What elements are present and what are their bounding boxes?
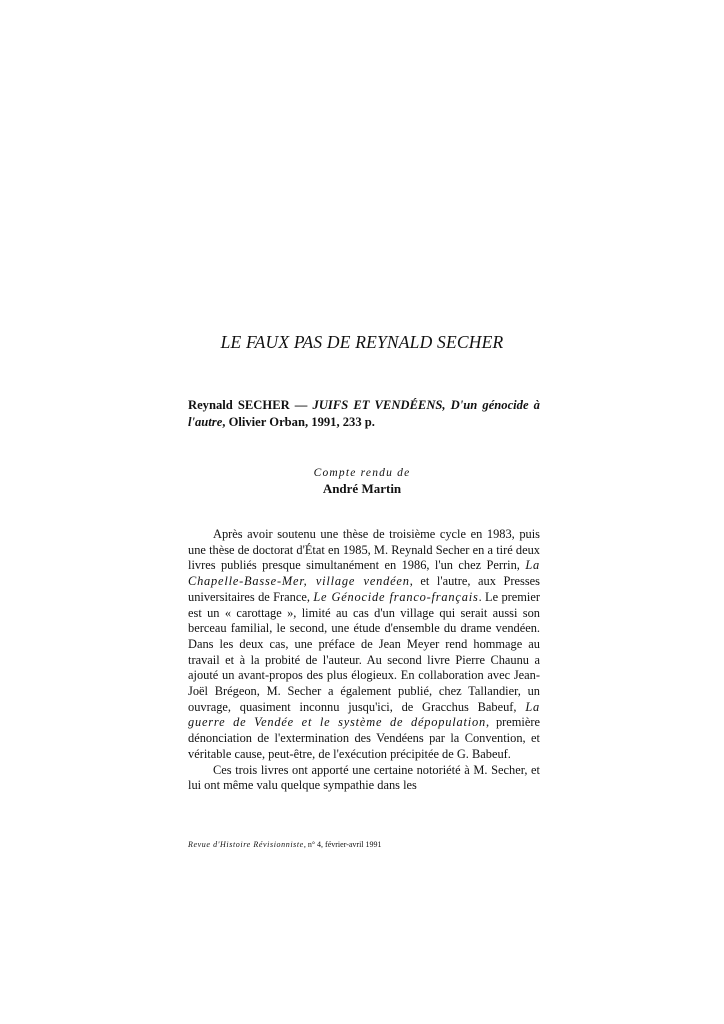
book-title-genocide: Le Génocide franco-français <box>313 589 479 604</box>
paragraph-1-text-1: Après avoir soutenu une thèse de troisième cycle en 1983, puis une thèse de doctorat d'État en 1985, M. Reynald Secher en a tiré deux livres publiés presque simultanément en 1986, l'un chez Perrin, <box>188 527 540 573</box>
review-byline <box>0 466 724 497</box>
paragraph-1-text-4: , première dénonciation de l'extermination des Vendéens par la Convention, et véritable cause, peut-être, de l'exécution précipitée de G. Babeuf. <box>188 715 540 761</box>
review-author: André Martin <box>322 481 402 496</box>
footer-issue: , n° 4, février-avril 1991 <box>303 840 382 849</box>
article-title: LE FAUX PAS DE REYNALD SECHER <box>220 332 504 352</box>
reference-author: Reynald SECHER — <box>188 398 313 412</box>
book-reference <box>188 397 540 431</box>
paragraph-2: Ces trois livres ont apporté une certaine notoriété à M. Secher, et lui ont même valu quelque sympathie dans les <box>188 762 540 793</box>
paragraph-1-text-3: . Le premier est un « carottage », limité au cas d'un village qui serait aussi son berceau familial, le second, une étude d'ensemble du drame vendéen. Dans les deux cas, une préface de Jean Meyer rend hommage au travail et à la probité de l'auteur. Au second livre Pierre Chaunu a ajouté un avant-propos des plus élogieux. En collaboration avec Jean-Joël Brégeon, M. Secher a également publié, chez Tallandier, un ouvrage, quasiment inconnu jusqu'ici, de Gracchus Babeuf, <box>188 589 540 714</box>
paragraph-1 <box>188 527 540 763</box>
paragraph-1-text-2: , et l'autre, aux Presses universitaires de France, <box>188 574 541 604</box>
article-body <box>188 527 540 794</box>
page-footer <box>188 840 540 850</box>
review-label: Compte rendu de <box>313 467 411 479</box>
book-title-guerre-de-vendee: La guerre de Vendée et le système de dépopulation <box>188 699 540 730</box>
footer-journal: Revue d'Histoire Révisionniste <box>188 840 304 849</box>
reference-publisher: , Olivier Orban, 1991, 233 p. <box>222 415 375 429</box>
book-title-la-chapelle: La Chapelle-Basse-Mer, village vendéen <box>188 558 540 589</box>
reference-book-title: JUIFS ET VENDÉENS, D'un génocide à l'autre <box>188 398 540 429</box>
